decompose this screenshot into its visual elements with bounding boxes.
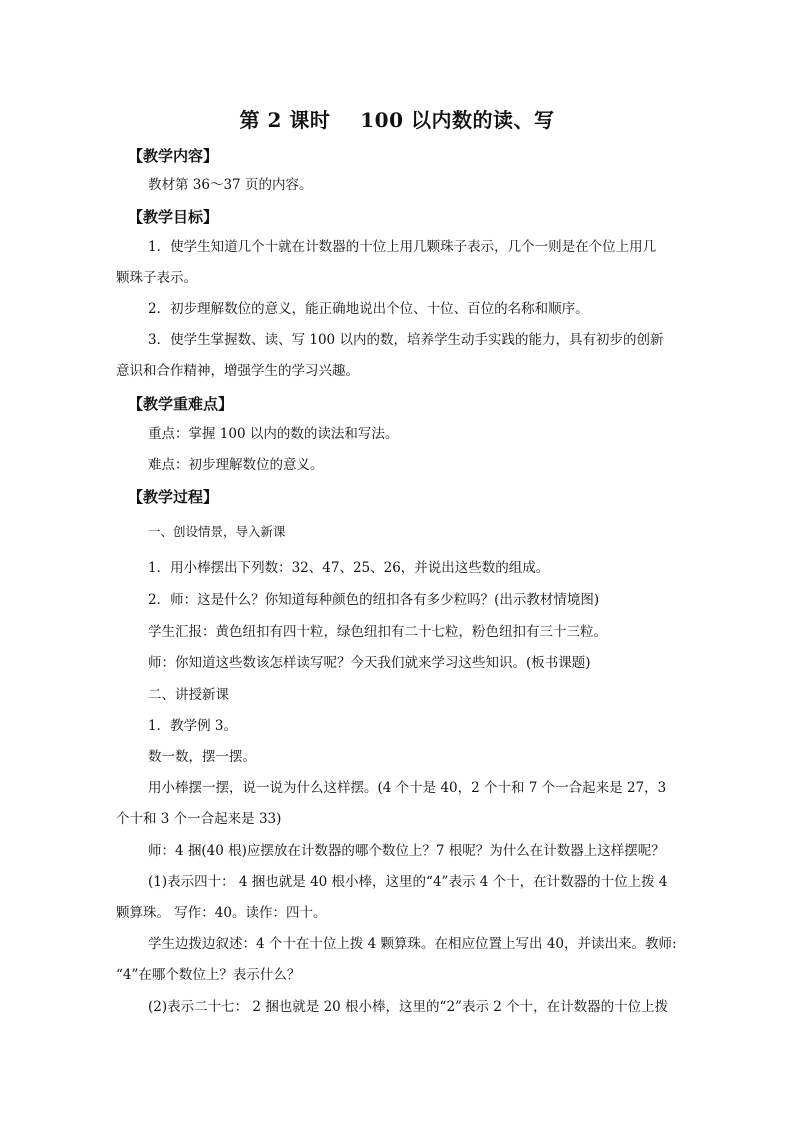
section-heading-process: 【教学过程】 bbox=[128, 488, 219, 506]
goal-line: 意识和合作精神，增强学生的学习兴趣。 bbox=[116, 363, 359, 379]
goal-line: 2．初步理解数位的意义，能正确地说出个位、十位、百位的名称和顺序。 bbox=[148, 301, 589, 317]
process-line: 师：你知道这些数该怎样读写呢？今天我们就来学习这些知识。(板书课题) bbox=[148, 655, 591, 671]
process-line: 一、创设情景，导入新课 bbox=[148, 524, 286, 539]
goal-line: 颗珠子表示。 bbox=[116, 270, 197, 286]
section-heading-goals: 【教学目标】 bbox=[128, 208, 219, 226]
process-line: 用小棒摆一摆，说一说为什么这样摆。(4 个十是 40，2 个十和 7 个一合起来是 27，3 bbox=[148, 780, 667, 796]
page-title: 第 2 课时 100 以内数的读、写 bbox=[239, 108, 555, 132]
section-heading-key-points: 【教学重难点】 bbox=[128, 395, 234, 413]
key-point-line: 重点：掌握 100 以内的数的读法和写法。 bbox=[148, 426, 399, 442]
process-line: 1．用小棒摆出下列数：32、47、25、26，并说出这些数的组成。 bbox=[148, 560, 550, 576]
process-line: 数一数，摆一摆。 bbox=[148, 749, 256, 765]
process-line: 2．师：这是什么？你知道每种颜色的纽扣各有多少粒吗？(出示教材情境图) bbox=[148, 592, 600, 608]
process-line: 个十和 3 个一合起来是 33) bbox=[116, 811, 282, 827]
process-line: 二、讲授新课 bbox=[148, 687, 229, 703]
process-line: 师：4 捆(40 根)应摆放在计数器的哪个数位上？7 根呢？为什么在计数器上这样摆呢？ bbox=[148, 843, 665, 859]
goal-line: 3．使学生掌握数、读、写 100 以内的数，培养学生动手实践的能力，具有初步的创新 bbox=[148, 332, 664, 348]
goal-line: 1．使学生知道几个十就在计数器的十位上用几颗珠子表示，几个一则是在个位上用几 bbox=[148, 239, 657, 255]
key-point-line: 难点：初步理解数位的意义。 bbox=[148, 457, 324, 473]
process-line: (2)表示二十七： 2 捆也就是 20 根小棒，这里的“2”表示 2 个十，在计数器的十位上拨 bbox=[148, 999, 669, 1015]
content-line: 教材第 36～37 页的内容。 bbox=[148, 177, 313, 193]
process-line: 学生汇报：黄色纽扣有四十粒，绿色纽扣有二十七粒，粉色纽扣有三十三粒。 bbox=[148, 624, 607, 640]
process-line: (1)表示四十： 4 捆也就是 40 根小棒，这里的“4”表示 4 个十，在计数器的十位上拨 4 bbox=[148, 874, 668, 890]
process-line: 颗算珠。 写作：40。读作：四十。 bbox=[116, 905, 327, 921]
section-heading-content: 【教学内容】 bbox=[128, 147, 219, 165]
process-line: “4”在哪个数位上？表示什么？ bbox=[116, 967, 301, 983]
process-line: 1．教学例 3。 bbox=[148, 718, 237, 734]
process-line: 学生边拨边叙述：4 个十在十位上拨 4 颗算珠。在相应位置上写出 40，并读出来。教师: bbox=[148, 936, 677, 952]
